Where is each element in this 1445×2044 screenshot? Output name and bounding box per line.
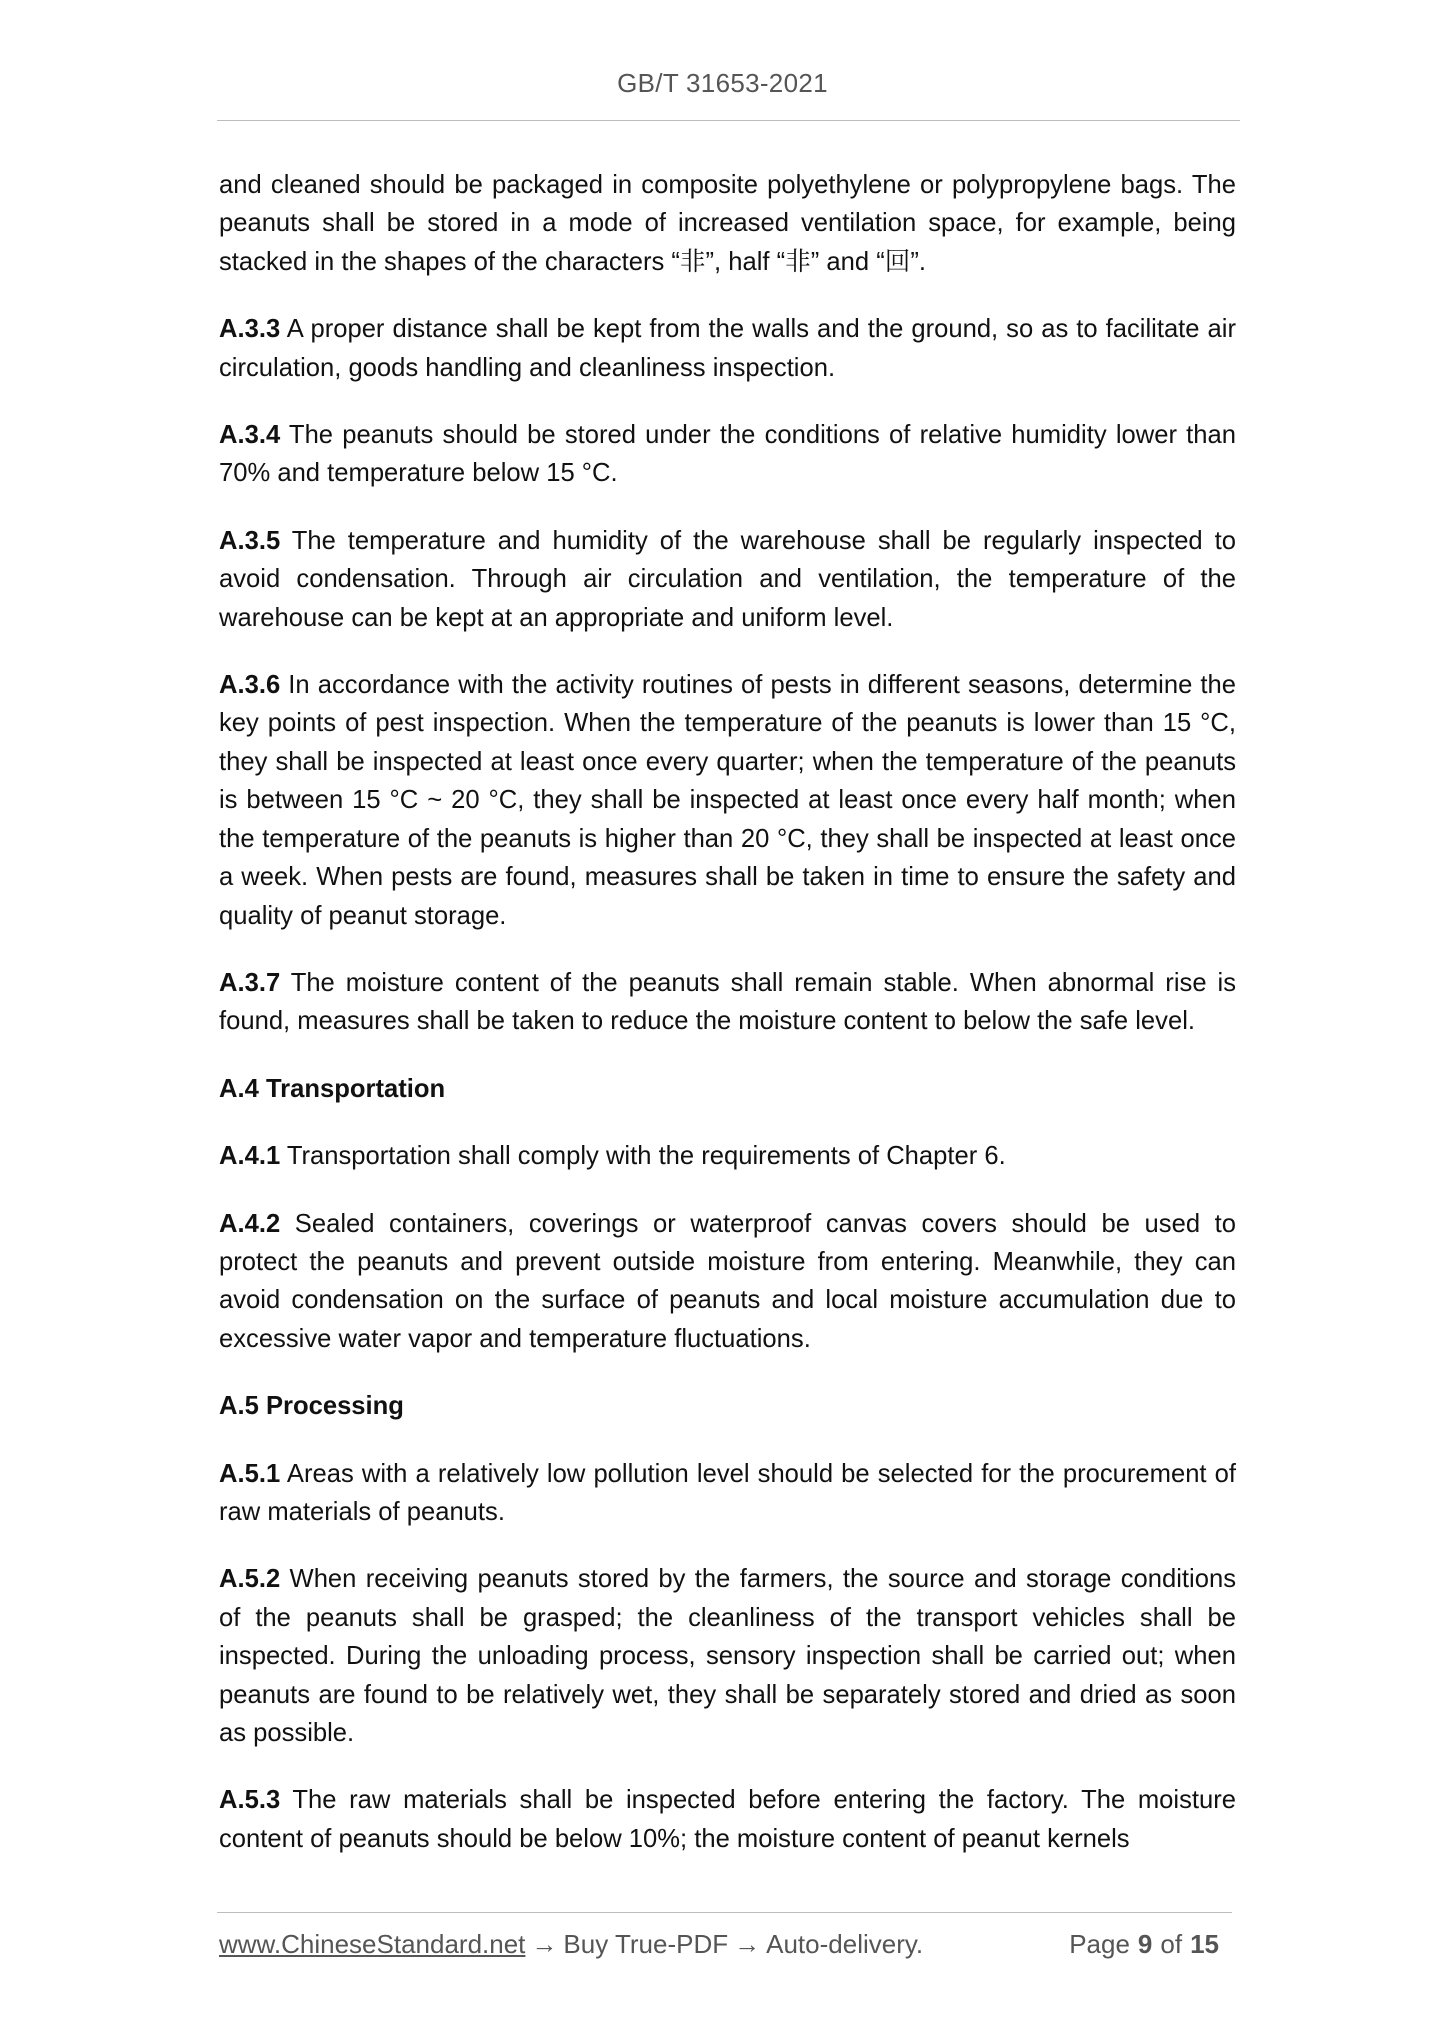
- clause-number: A.5.3: [219, 1786, 281, 1815]
- page-total: 15: [1190, 1929, 1219, 1959]
- footer-divider: [217, 1912, 1232, 1913]
- section-heading-transportation: A.4 Transportation: [219, 1074, 446, 1103]
- clause-a52: [219, 1560, 1236, 1752]
- page-label: Page: [1069, 1929, 1130, 1959]
- paragraph-continuation: and cleaned should be packaged in composite polyethylene or polypropylene bags. The peanuts shall be stored in a mode of increased ventilation space, for example, being stacked in the shapes of the characters “非”, half “非” and “回”.: [219, 171, 1236, 276]
- footer-promo: [219, 1929, 923, 1960]
- page-number: [1069, 1929, 1227, 1960]
- clause-a35: [219, 522, 1236, 637]
- clause-a41: [219, 1137, 1236, 1175]
- buy-pdf-text: Buy True-PDF: [563, 1929, 729, 1959]
- clause-text: Sealed containers, coverings or waterproof canvas covers should be used to protect the peanuts and prevent outside moisture from entering. Meanwhile, they can avoid condensation on the surface of peanuts and local moisture accumulation due to excessive water vapor and temperature fluctuations.: [219, 1209, 1236, 1353]
- clause-a53: [219, 1781, 1236, 1858]
- clause-number: A.3.3: [219, 315, 281, 344]
- clause-a42: [219, 1205, 1236, 1359]
- clause-a51: [219, 1455, 1236, 1532]
- clause-number: A.4.2: [219, 1209, 281, 1238]
- document-body: [219, 166, 1236, 1887]
- section-heading-processing: A.5 Processing: [219, 1392, 404, 1421]
- clause-number: A.3.4: [219, 421, 281, 450]
- website-link[interactable]: www.ChineseStandard.net: [219, 1929, 526, 1959]
- clause-text: Areas with a relatively low pollution level should be selected for the procurement of raw materials of peanuts.: [219, 1459, 1236, 1526]
- document-header-title: GB/T 31653-2021: [617, 68, 828, 98]
- page-of: of: [1160, 1929, 1183, 1959]
- clause-a34: [219, 416, 1236, 493]
- clause-number: A.5.1: [219, 1459, 281, 1488]
- clause-number: A.3.6: [219, 671, 281, 700]
- clause-a37: [219, 964, 1236, 1041]
- page-footer: [219, 1929, 1232, 1965]
- clause-number: A.5.2: [219, 1565, 281, 1594]
- auto-delivery-text: Auto-delivery.: [766, 1929, 924, 1959]
- clause-a33: [219, 310, 1236, 387]
- clause-number: A.4.1: [219, 1142, 281, 1171]
- clause-text: Transportation shall comply with the requirements of Chapter 6.: [280, 1142, 1006, 1171]
- page-current: 9: [1137, 1929, 1153, 1959]
- arrow-right-icon: →: [531, 1929, 558, 1959]
- clause-text: In accordance with the activity routines of pests in different seasons, determine the key points of pest inspection. When the temperature of the peanuts is lower than 15 °C, they shall be inspected at least once every quarter; when the temperature of the peanuts is between 15 °C ~ 20 °C, they shall be inspected at least once every half month; when the temperature of the peanuts is higher than 20 °C, they shall be inspected at least once a week. When pests are found, measures shall be taken in time to ensure the safety and quality of peanut storage.: [219, 671, 1236, 930]
- clause-number: A.3.5: [219, 526, 281, 555]
- clause-text: The peanuts should be stored under the conditions of relative humidity lower than 70% and temperature below 15 °C.: [219, 421, 1236, 488]
- header-divider: [217, 120, 1240, 121]
- clause-number: A.3.7: [219, 968, 281, 997]
- clause-text: When receiving peanuts stored by the farmers, the source and storage conditions of the peanuts shall be grasped; the cleanliness of the transport vehicles shall be inspected. During the unloading process, sensory inspection shall be carried out; when peanuts are found to be relatively wet, they shall be separately stored and dried as soon as possible.: [219, 1565, 1236, 1747]
- clause-a36: [219, 666, 1236, 935]
- arrow-right-icon: →: [734, 1929, 761, 1959]
- clause-text: The temperature and humidity of the warehouse shall be regularly inspected to avoid condensation. Through air circulation and ventilation, the temperature of the warehouse can be kept at an appropriate and uniform level.: [219, 526, 1236, 632]
- clause-text: The raw materials shall be inspected before entering the factory. The moisture content of peanuts should be below 10%; the moisture content of peanut kernels: [219, 1786, 1236, 1853]
- clause-text: The moisture content of the peanuts shall remain stable. When abnormal rise is found, measures shall be taken to reduce the moisture content to below the safe level.: [219, 968, 1236, 1036]
- clause-text: A proper distance shall be kept from the walls and the ground, so as to facilitate air circulation, goods handling and cleanliness inspection.: [219, 315, 1236, 382]
